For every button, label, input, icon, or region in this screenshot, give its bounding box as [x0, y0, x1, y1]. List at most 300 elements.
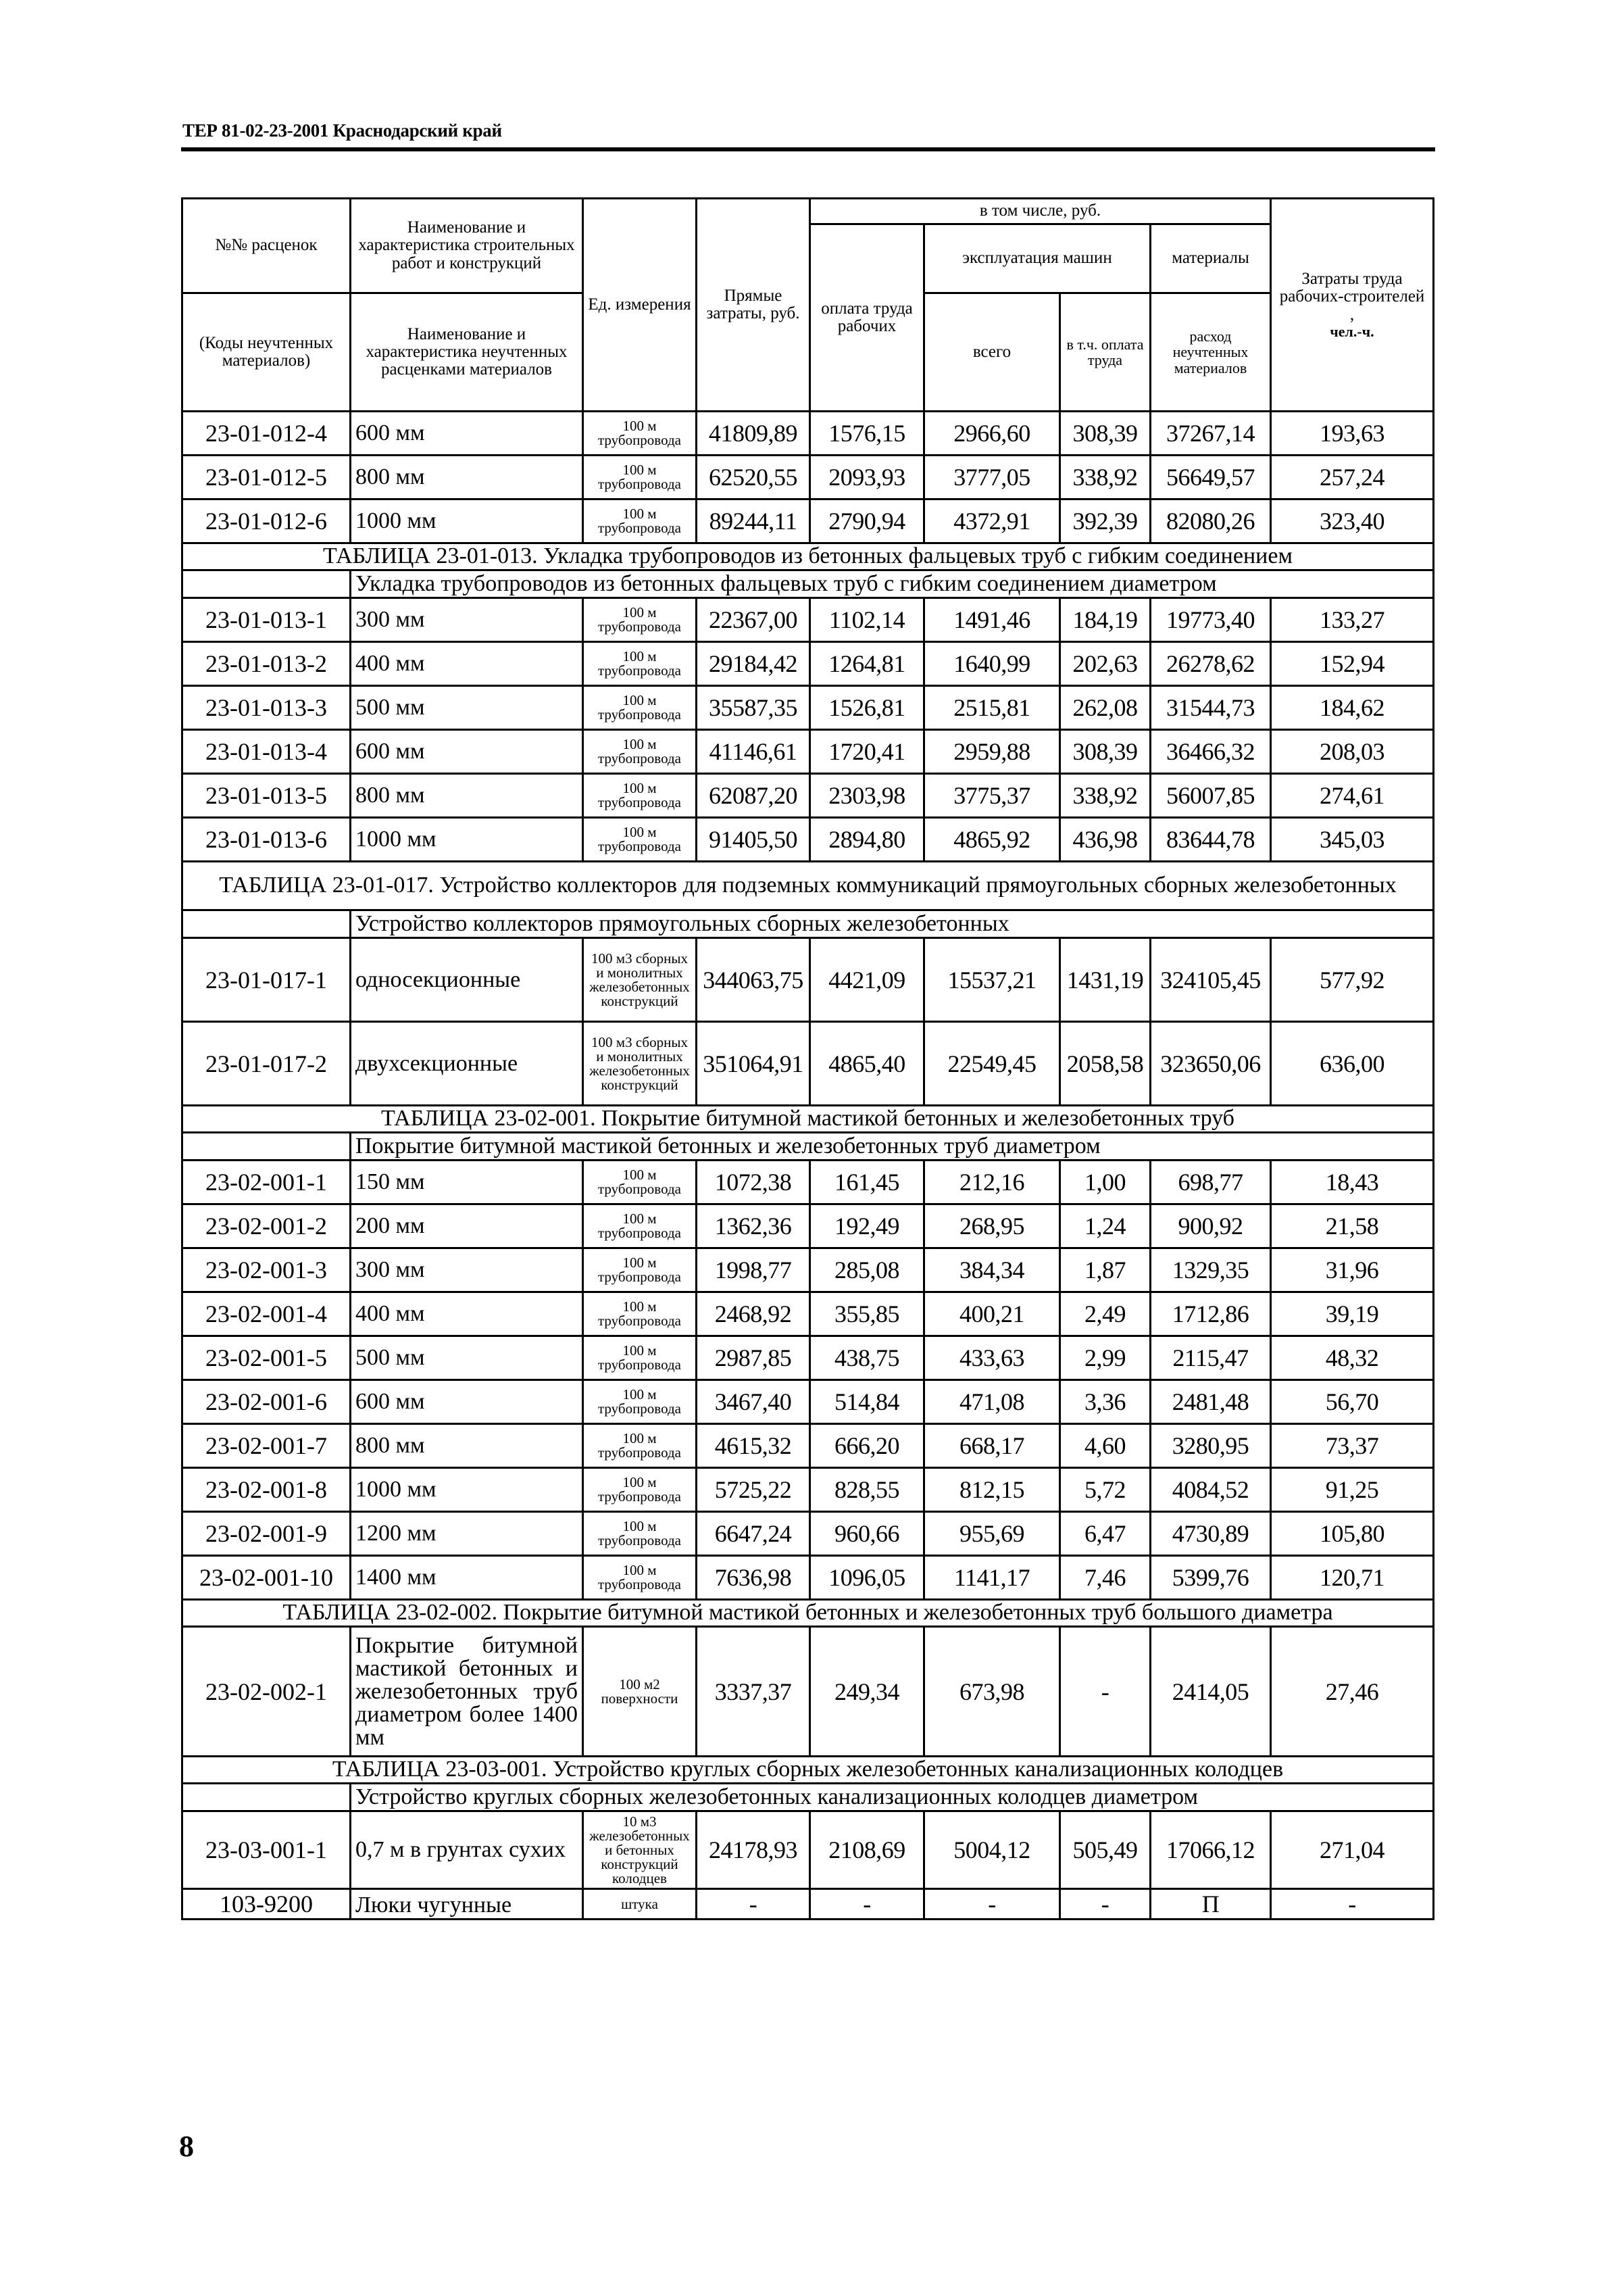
value-pay: 192,49: [810, 1204, 924, 1248]
value-direct: 1072,38: [697, 1161, 810, 1204]
rate-name: 800 мм: [351, 774, 583, 818]
unit-line: трубопровода: [598, 662, 681, 679]
value-mach-pay: 1,24: [1060, 1204, 1151, 1248]
value-direct: 89244,11: [697, 499, 810, 543]
value-mat: 19773,40: [1151, 598, 1271, 642]
table-section-title: ТАБЛИЦА 23-02-002. Покрытие битумной мастикой бетонных и железобетонных труб большого диаметра: [182, 1600, 1434, 1627]
unit-line: штука: [621, 1895, 658, 1912]
rate-name: 1400 мм: [351, 1556, 583, 1600]
rate-code: 23-01-013-5: [182, 774, 351, 818]
value-labor: 193,63: [1271, 412, 1434, 456]
value-pay: 1264,81: [810, 642, 924, 686]
value-labor: 345,03: [1271, 818, 1434, 862]
unit-line: трубопровода: [598, 1225, 681, 1241]
unit-line: 100 м: [622, 648, 657, 664]
rate-code: 23-01-017-1: [182, 938, 351, 1022]
value-direct: 2987,85: [697, 1336, 810, 1380]
rate-unit: [583, 774, 697, 818]
value-mach: 1640,99: [924, 642, 1060, 686]
table-row: [182, 1248, 1434, 1292]
value-labor: 208,03: [1271, 730, 1434, 774]
value-direct: 1362,36: [697, 1204, 810, 1248]
table-row: [182, 499, 1434, 543]
rate-unit: [583, 642, 697, 686]
unit-line: трубопровода: [598, 794, 681, 810]
value-pay: 960,66: [810, 1512, 924, 1556]
unit-line: трубопровода: [598, 618, 681, 635]
value-direct: 35587,35: [697, 686, 810, 730]
value-labor: 73,37: [1271, 1424, 1434, 1468]
value-labor: 636,00: [1271, 1022, 1434, 1106]
value-mach: 3775,37: [924, 774, 1060, 818]
table-row: [182, 1811, 1434, 1889]
table-row: [182, 1889, 1434, 1920]
table-subsection-title: Устройство коллекторов прямоугольных сборных железобетонных: [351, 910, 1434, 938]
value-direct: 91405,50: [697, 818, 810, 862]
value-mat: 36466,32: [1151, 730, 1271, 774]
value-mach: 1141,17: [924, 1556, 1060, 1600]
value-labor: 323,40: [1271, 499, 1434, 543]
rate-name: 800 мм: [351, 456, 583, 499]
rate-code: 23-01-013-3: [182, 686, 351, 730]
rate-unit: [583, 730, 697, 774]
value-mach: 3777,05: [924, 456, 1060, 499]
value-pay: 161,45: [810, 1161, 924, 1204]
rate-code: 23-01-013-1: [182, 598, 351, 642]
rate-unit: [583, 938, 697, 1022]
unit-line: 10 м3 железобетонных и бетонных конструкций колодцев: [589, 1813, 690, 1886]
value-mat: 26278,62: [1151, 642, 1271, 686]
rate-unit: [583, 686, 697, 730]
unit-line: трубопровода: [598, 1488, 681, 1505]
col-unit-header: Ед. измерения: [583, 199, 697, 412]
value-labor: 48,32: [1271, 1336, 1434, 1380]
col-machines-pay-header: в т.ч. оплата труда: [1060, 293, 1151, 412]
unit-line: трубопровода: [598, 838, 681, 854]
value-pay: 4865,40: [810, 1022, 924, 1106]
rate-name: 0,7 м в грунтах сухих: [351, 1811, 583, 1889]
rate-unit: [583, 1248, 697, 1292]
table-section-title-row: [182, 1600, 1434, 1627]
table-row: [182, 412, 1434, 456]
value-labor: 91,25: [1271, 1468, 1434, 1512]
rate-unit: [583, 1022, 697, 1106]
value-mach: 384,34: [924, 1248, 1060, 1292]
rate-code: 23-01-013-2: [182, 642, 351, 686]
unit-line: 100 м3 сборных и монолитных железобетонных конструкций: [589, 1033, 690, 1093]
table-row: [182, 1468, 1434, 1512]
value-mat: 56007,85: [1151, 774, 1271, 818]
rate-name: 800 мм: [351, 1424, 583, 1468]
value-labor: 18,43: [1271, 1161, 1434, 1204]
value-mat: 2115,47: [1151, 1336, 1271, 1380]
value-direct: 62087,20: [697, 774, 810, 818]
value-pay: 249,34: [810, 1627, 924, 1757]
value-mat: 2414,05: [1151, 1627, 1271, 1757]
rate-name: 300 мм: [351, 1248, 583, 1292]
rate-name: Покрытие битумной мастикой бетонных и железобетонных труб диаметром более 1400 мм: [351, 1627, 583, 1757]
rate-code: 23-02-001-1: [182, 1161, 351, 1204]
table-subsection-title: Покрытие битумной мастикой бетонных и железобетонных труб диаметром: [351, 1133, 1434, 1161]
unit-line: 100 м: [622, 1474, 657, 1490]
value-mach: 812,15: [924, 1468, 1060, 1512]
value-mat: 31544,73: [1151, 686, 1271, 730]
table-subsection-row: [182, 1133, 1434, 1161]
rate-code: 23-01-017-2: [182, 1022, 351, 1106]
rate-unit: [583, 1889, 697, 1920]
rate-code: 23-02-001-3: [182, 1248, 351, 1292]
value-mat: П: [1151, 1889, 1271, 1920]
unit-line: 100 м: [622, 418, 657, 434]
value-mach: 673,98: [924, 1627, 1060, 1757]
value-mach: 668,17: [924, 1424, 1060, 1468]
value-mat: 1712,86: [1151, 1292, 1271, 1336]
value-mat: 83644,78: [1151, 818, 1271, 862]
value-mach-pay: 5,72: [1060, 1468, 1151, 1512]
table-row: [182, 1512, 1434, 1556]
value-pay: 2093,93: [810, 456, 924, 499]
rate-unit: [583, 1161, 697, 1204]
value-pay: 828,55: [810, 1468, 924, 1512]
value-mach-pay: 184,19: [1060, 598, 1151, 642]
rate-name: 400 мм: [351, 642, 583, 686]
col-machines-total-header: всего: [924, 293, 1060, 412]
table-row: [182, 1292, 1434, 1336]
rate-name: 500 мм: [351, 1336, 583, 1380]
table-row: [182, 642, 1434, 686]
table-section-title-row: [182, 862, 1434, 910]
unit-line: 100 м: [622, 692, 657, 708]
unit-line: 100 м: [622, 1254, 657, 1271]
table-row: [182, 1022, 1434, 1106]
value-pay: 1096,05: [810, 1556, 924, 1600]
value-pay: 4421,09: [810, 938, 924, 1022]
value-direct: 22367,00: [697, 598, 810, 642]
value-direct: 344063,75: [697, 938, 810, 1022]
value-mach-pay: 2,99: [1060, 1336, 1151, 1380]
unit-line: трубопровода: [598, 1313, 681, 1329]
unit-line: 100 м: [622, 1430, 657, 1446]
table-row: [182, 938, 1434, 1022]
unit-line: трубопровода: [598, 1357, 681, 1373]
unit-line: 100 м: [622, 824, 657, 840]
value-mach: 471,08: [924, 1380, 1060, 1424]
value-mach-pay: 7,46: [1060, 1556, 1151, 1600]
table-section-title-row: [182, 1757, 1434, 1784]
value-mach-pay: 262,08: [1060, 686, 1151, 730]
value-direct: 351064,91: [697, 1022, 810, 1106]
table-row: [182, 456, 1434, 499]
value-direct: 7636,98: [697, 1556, 810, 1600]
table-row: [182, 1161, 1434, 1204]
rate-name: 600 мм: [351, 730, 583, 774]
value-labor: -: [1271, 1889, 1434, 1920]
unit-line: 100 м: [622, 1518, 657, 1534]
value-labor: 27,46: [1271, 1627, 1434, 1757]
rate-unit: [583, 1512, 697, 1556]
table-row: [182, 1336, 1434, 1380]
unit-line: трубопровода: [598, 750, 681, 766]
value-mach: 22549,45: [924, 1022, 1060, 1106]
rate-code: 23-02-001-9: [182, 1512, 351, 1556]
rate-code: 23-02-001-2: [182, 1204, 351, 1248]
rate-code: 23-02-001-10: [182, 1556, 351, 1600]
rate-name: 200 мм: [351, 1204, 583, 1248]
col-code-header: №№ расценок: [182, 199, 351, 293]
value-mach-pay: 1431,19: [1060, 938, 1151, 1022]
rate-unit: [583, 412, 697, 456]
value-mach-pay: -: [1060, 1889, 1151, 1920]
header-rule: [181, 147, 1435, 151]
value-pay: 1526,81: [810, 686, 924, 730]
table-row: [182, 1556, 1434, 1600]
value-mat: 323650,06: [1151, 1022, 1271, 1106]
col-name-subheader: Наименование и характеристика неучтенных расценками материалов: [351, 293, 583, 412]
table-row: [182, 1424, 1434, 1468]
value-mat: 4730,89: [1151, 1512, 1271, 1556]
value-labor: 577,92: [1271, 938, 1434, 1022]
unit-line: трубопровода: [598, 1181, 681, 1197]
rate-unit: [583, 1811, 697, 1889]
table-row: [182, 598, 1434, 642]
value-mach-pay: 338,92: [1060, 456, 1151, 499]
rate-code: 23-01-012-6: [182, 499, 351, 543]
rate-unit: [583, 499, 697, 543]
rate-name: односекционные: [351, 938, 583, 1022]
value-pay: 1720,41: [810, 730, 924, 774]
rate-code: 23-02-002-1: [182, 1627, 351, 1757]
unit-line: 100 м: [622, 462, 657, 478]
labor-cost-comma: ,: [1349, 305, 1355, 324]
value-mach: 955,69: [924, 1512, 1060, 1556]
rates-table: [181, 197, 1434, 1920]
value-mach-pay: 6,47: [1060, 1512, 1151, 1556]
value-mach-pay: 392,39: [1060, 499, 1151, 543]
value-direct: 24178,93: [697, 1811, 810, 1889]
value-mach: 15537,21: [924, 938, 1060, 1022]
rate-name: двухсекционные: [351, 1022, 583, 1106]
col-labor-cost-header: [1271, 199, 1434, 412]
unit-line: 100 м3 сборных и монолитных железобетонных конструкций: [589, 950, 690, 1009]
labor-cost-unit: чел.-ч.: [1330, 322, 1374, 340]
unit-line: 100 м2 поверхности: [601, 1676, 678, 1707]
value-direct: 5725,22: [697, 1468, 810, 1512]
unit-line: трубопровода: [598, 520, 681, 536]
value-labor: 133,27: [1271, 598, 1434, 642]
value-labor: 56,70: [1271, 1380, 1434, 1424]
rate-unit: [583, 1336, 697, 1380]
value-direct: 2468,92: [697, 1292, 810, 1336]
value-pay: 1576,15: [810, 412, 924, 456]
value-pay: 2790,94: [810, 499, 924, 543]
rate-name: 600 мм: [351, 412, 583, 456]
subsection-spacer: [182, 1133, 351, 1161]
value-labor: 152,94: [1271, 642, 1434, 686]
table-section-title: ТАБЛИЦА 23-01-013. Укладка трубопроводов из бетонных фальцевых труб с гибким соединением: [182, 543, 1434, 570]
value-pay: 1102,14: [810, 598, 924, 642]
value-direct: 4615,32: [697, 1424, 810, 1468]
rate-name: 300 мм: [351, 598, 583, 642]
value-direct: 3337,37: [697, 1627, 810, 1757]
unit-line: 100 м: [622, 1167, 657, 1183]
value-mach: 433,63: [924, 1336, 1060, 1380]
table-row: [182, 818, 1434, 862]
value-mat: 82080,26: [1151, 499, 1271, 543]
value-mach: 4372,91: [924, 499, 1060, 543]
value-mach: 2959,88: [924, 730, 1060, 774]
rate-name: 1000 мм: [351, 818, 583, 862]
unit-line: трубопровода: [598, 1400, 681, 1417]
rate-code: 103-9200: [182, 1889, 351, 1920]
rate-name: 1000 мм: [351, 1468, 583, 1512]
value-pay: 2303,98: [810, 774, 924, 818]
value-mat: 900,92: [1151, 1204, 1271, 1248]
rate-name: 400 мм: [351, 1292, 583, 1336]
value-direct: 6647,24: [697, 1512, 810, 1556]
value-mach-pay: 202,63: [1060, 642, 1151, 686]
unit-line: 100 м: [622, 506, 657, 522]
rate-unit: [583, 1424, 697, 1468]
table-section-title: ТАБЛИЦА 23-03-001. Устройство круглых сборных железобетонных канализационных колодцев: [182, 1757, 1434, 1784]
rate-code: 23-02-001-7: [182, 1424, 351, 1468]
table-subsection-title: Укладка трубопроводов из бетонных фальцевых труб с гибким соединением диаметром: [351, 570, 1434, 598]
value-mach: 400,21: [924, 1292, 1060, 1336]
rate-code: 23-03-001-1: [182, 1811, 351, 1889]
unit-line: трубопровода: [598, 706, 681, 723]
value-direct: 1998,77: [697, 1248, 810, 1292]
rate-code: 23-02-001-5: [182, 1336, 351, 1380]
value-labor: 105,80: [1271, 1512, 1434, 1556]
value-mat: 698,77: [1151, 1161, 1271, 1204]
value-pay: 2108,69: [810, 1811, 924, 1889]
unit-line: 100 м: [622, 1386, 657, 1402]
value-labor: 257,24: [1271, 456, 1434, 499]
table-section-title: ТАБЛИЦА 23-01-017. Устройство коллекторов для подземных коммуникаций прямоугольных сборных железобетонных: [182, 862, 1434, 910]
unit-line: трубопровода: [598, 1444, 681, 1461]
table-row: [182, 1627, 1434, 1757]
value-mach-pay: 1,87: [1060, 1248, 1151, 1292]
col-direct-header: Прямые затраты, руб.: [697, 199, 810, 412]
table-subsection-row: [182, 910, 1434, 938]
table-subsection-title: Устройство круглых сборных железобетонных канализационных колодцев диаметром: [351, 1784, 1434, 1811]
subsection-spacer: [182, 1784, 351, 1811]
col-incl-header: в том числе, руб.: [810, 199, 1271, 224]
rate-unit: [583, 1292, 697, 1336]
value-mat: 4084,52: [1151, 1468, 1271, 1512]
value-pay: 355,85: [810, 1292, 924, 1336]
value-mach-pay: -: [1060, 1627, 1151, 1757]
value-mach-pay: 505,49: [1060, 1811, 1151, 1889]
table-section-title-row: [182, 1106, 1434, 1133]
subsection-spacer: [182, 910, 351, 938]
table-section-title-row: [182, 543, 1434, 570]
unit-line: 100 м: [622, 1342, 657, 1359]
value-mach-pay: 4,60: [1060, 1424, 1151, 1468]
rate-code: 23-01-012-5: [182, 456, 351, 499]
value-labor: 39,19: [1271, 1292, 1434, 1336]
rate-name: 150 мм: [351, 1161, 583, 1204]
table-row: [182, 730, 1434, 774]
value-mat: 3280,95: [1151, 1424, 1271, 1468]
value-mach-pay: 2,49: [1060, 1292, 1151, 1336]
col-code-subheader: (Коды неучтенных материалов): [182, 293, 351, 412]
value-mach: 4865,92: [924, 818, 1060, 862]
rate-code: 23-02-001-8: [182, 1468, 351, 1512]
page-number: 8: [179, 2130, 194, 2163]
value-direct: 3467,40: [697, 1380, 810, 1424]
subsection-spacer: [182, 570, 351, 598]
rate-code: 23-01-013-6: [182, 818, 351, 862]
rate-unit: [583, 1556, 697, 1600]
rate-unit: [583, 456, 697, 499]
value-labor: 21,58: [1271, 1204, 1434, 1248]
unit-line: 100 м: [622, 1211, 657, 1227]
value-mach: 212,16: [924, 1161, 1060, 1204]
rate-code: 23-02-001-6: [182, 1380, 351, 1424]
rate-unit: [583, 1380, 697, 1424]
value-direct: 41809,89: [697, 412, 810, 456]
value-mat: 2481,48: [1151, 1380, 1271, 1424]
rate-name: 1200 мм: [351, 1512, 583, 1556]
value-labor: 274,61: [1271, 774, 1434, 818]
table-row: [182, 774, 1434, 818]
rate-code: 23-01-013-4: [182, 730, 351, 774]
value-mach-pay: 436,98: [1060, 818, 1151, 862]
rate-unit: [583, 598, 697, 642]
rate-unit: [583, 1627, 697, 1757]
value-pay: 666,20: [810, 1424, 924, 1468]
col-materials-header: материалы: [1151, 224, 1271, 293]
col-machines-header: эксплуатация машин: [924, 224, 1151, 293]
value-direct: 29184,42: [697, 642, 810, 686]
rate-unit: [583, 1204, 697, 1248]
unit-line: трубопровода: [598, 1576, 681, 1592]
value-mach: 5004,12: [924, 1811, 1060, 1889]
rate-code: 23-02-001-4: [182, 1292, 351, 1336]
unit-line: трубопровода: [598, 476, 681, 492]
table-subsection-row: [182, 1784, 1434, 1811]
value-mat: 37267,14: [1151, 412, 1271, 456]
value-direct: 62520,55: [697, 456, 810, 499]
unit-line: 100 м: [622, 1298, 657, 1315]
rate-name: 1000 мм: [351, 499, 583, 543]
value-pay: 438,75: [810, 1336, 924, 1380]
value-mach: 268,95: [924, 1204, 1060, 1248]
value-mach-pay: 308,39: [1060, 730, 1151, 774]
value-labor: 184,62: [1271, 686, 1434, 730]
table-row: [182, 686, 1434, 730]
rate-name: 600 мм: [351, 1380, 583, 1424]
col-materials-unacc-header: расход неучтенных материалов: [1151, 293, 1271, 412]
value-mach: 1491,46: [924, 598, 1060, 642]
unit-line: 100 м: [622, 736, 657, 752]
value-mach: 2515,81: [924, 686, 1060, 730]
unit-line: 100 м: [622, 604, 657, 620]
value-mach-pay: 1,00: [1060, 1161, 1151, 1204]
value-labor: 271,04: [1271, 1811, 1434, 1889]
value-pay: 285,08: [810, 1248, 924, 1292]
value-mach-pay: 308,39: [1060, 412, 1151, 456]
value-pay: -: [810, 1889, 924, 1920]
table-section-title: ТАБЛИЦА 23-02-001. Покрытие битумной мастикой бетонных и железобетонных труб: [182, 1106, 1434, 1133]
value-direct: -: [697, 1889, 810, 1920]
table-subsection-row: [182, 570, 1434, 598]
value-mat: 17066,12: [1151, 1811, 1271, 1889]
col-labor-pay-header: оплата труда рабочих: [810, 224, 924, 412]
value-mach-pay: 2058,58: [1060, 1022, 1151, 1106]
rate-code: 23-01-012-4: [182, 412, 351, 456]
table-row: [182, 1380, 1434, 1424]
